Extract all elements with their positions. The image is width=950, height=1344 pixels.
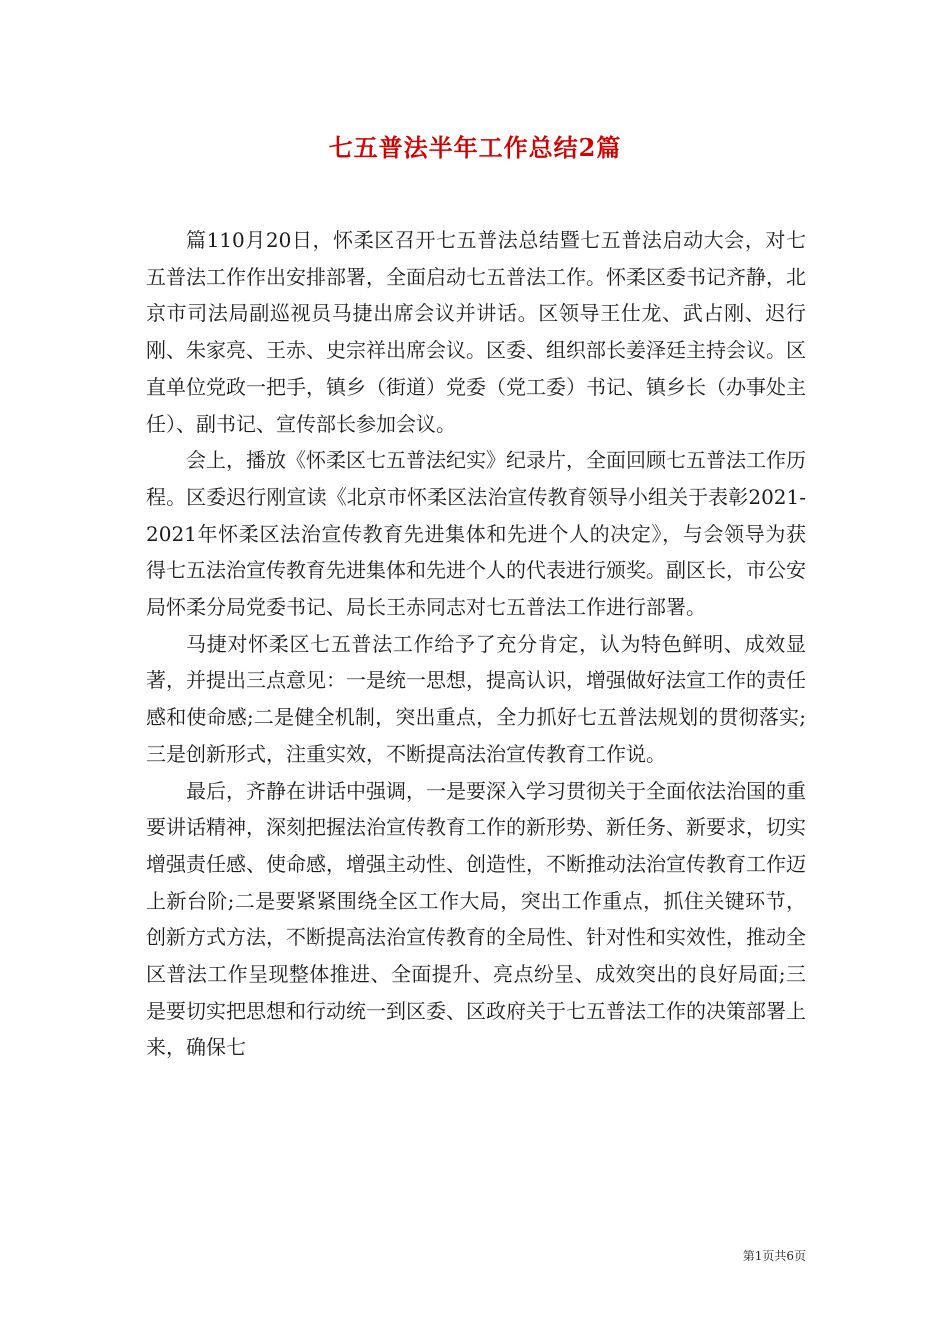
document-title: 七五普法半年工作总结2篇 (328, 133, 622, 162)
body-paragraph: 最后，齐静在讲话中强调，一是要深入学习贯彻关于全面依法治国的重要讲话精神，深刻把握法治宣传教育工作的新形势、新任务、新要求，切实增强责任感、使命感，增强主动性、创造性，不断推动法治宣传教育工作迈上新台阶;二是要紧紧围绕全区工作大局，突出工作重点，抓住关键环节，创新方式方法，不断提高法治宣传教育的全局性、针对性和实效性，推动全区普法工作呈现整体推进、全面提升、亮点纷呈、成效突出的良好局面;三是要切实把思想和行动统一到区委、区政府关于七五普法工作的决策部署上来，确保七 (146, 778, 806, 1060)
document-body (146, 222, 806, 1066)
body-paragraph: 会上，播放《怀柔区七五普法纪实》纪录片，全面回顾七五普法工作历程。区委迟行刚宣读《北京市怀柔区法治宣传教育领导小组关于表彰2021-2021年怀柔区法治宣传教育先进集体和先进个人的决定》，与会领导为获得七五法治宣传教育先进集体和先进个人的代表进行颁奖。副区长，市公安局怀柔分局党委书记、局长王赤同志对七五普法工作进行部署。 (146, 448, 806, 620)
body-paragraph: 马捷对怀柔区七五普法工作给予了充分肯定，认为特色鲜明、成效显著，并提出三点意见：一是统一思想，提高认识，增强做好法宣工作的责任感和使命感;二是健全机制，突出重点，全力抓好七五普法规划的贯彻落实;三是创新形式，注重实效，不断提高法治宣传教育工作说。 (146, 631, 806, 766)
page-number-indicator: 第1页共6页 (742, 1249, 806, 1263)
body-paragraph: 篇110月20日，怀柔区召开七五普法总结暨七五普法启动大会，对七五普法工作作出安排部署，全面启动七五普法工作。怀柔区委书记齐静，北京市司法局副巡视员马捷出席会议并讲话。区领导王仕龙、武占刚、迟行刚、朱家亮、王赤、史宗祥出席会议。区委、组织部长姜泽廷主持会议。区直单位党政一把手，镇乡（街道）党委（党工委）书记、镇乡长（办事处主任）、副书记、宣传部长参加会议。 (146, 228, 806, 436)
